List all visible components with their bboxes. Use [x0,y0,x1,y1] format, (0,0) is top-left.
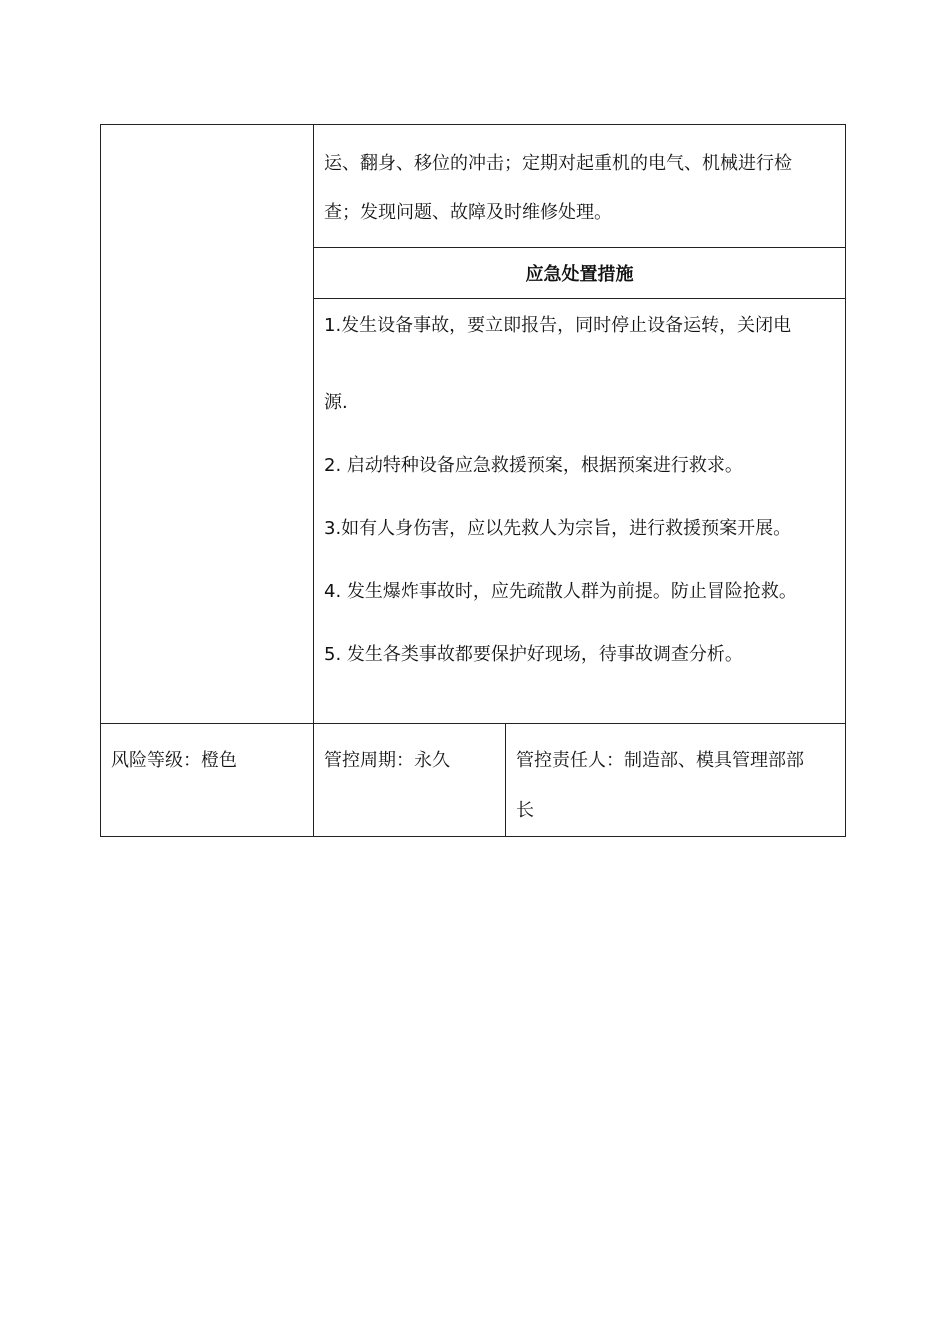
responsible-person-line-1: 管控责任人：制造部、模具管理部部 [516,750,804,771]
responsible-person-line-2: 长 [516,800,534,821]
emergency-step-1-line-1: 1.发生设备事故，要立即报告，同时停止设备运转，关闭电 [324,315,792,336]
responsible-person-cell [506,724,846,837]
emergency-step-3: 3.如有人身伤害，应以先救人为宗旨，进行救援预案开展。 [324,518,792,539]
left-merged-cell [101,125,314,724]
emergency-steps-cell [314,299,846,724]
emergency-step-4: 4. 发生爆炸事故时，应先疏散人群为前提。防止冒险抢救。 [324,581,797,602]
emergency-step-5: 5. 发生各类事故都要保护好现场，待事故调查分析。 [324,644,743,665]
risk-level: 风险等级：橙色 [111,750,237,771]
risk-level-cell [101,724,314,837]
emergency-step-2: 2. 启动特种设备应急救援预案，根据预案进行救求。 [324,455,743,476]
continuation-line-1: 运、翻身、移位的冲击；定期对起重机的电气、机械进行检 [324,153,792,174]
measures-continuation-cell [314,125,846,248]
control-measures-table [100,124,846,837]
emergency-header: 应急处置措施 [525,264,634,285]
control-period-cell [314,724,506,837]
control-period: 管控周期：永久 [324,750,450,771]
continuation-line-2: 查；发现问题、故障及时维修处理。 [324,202,612,223]
emergency-header-cell [314,248,846,299]
emergency-step-1-line-2: 源. [324,392,348,413]
